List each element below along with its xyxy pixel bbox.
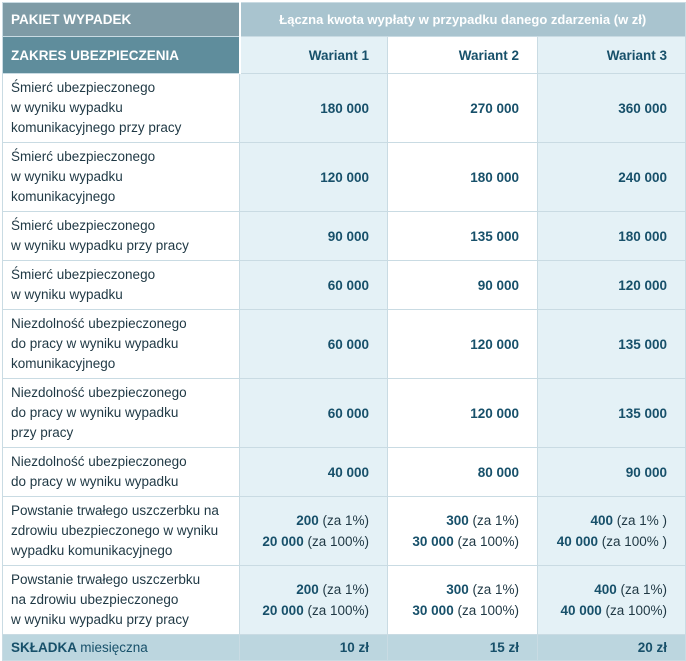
value-note: (za 1%) [472,582,519,597]
value-per-percent: 200 [296,513,319,528]
row-label-line: w wyniku wypadku przy pracy [11,612,189,627]
package-title: PAKIET WYPADEK [3,3,240,37]
variant-2-value: 90 000 [388,261,538,310]
insurance-table [2,2,686,661]
value-note: (za 1%) [620,582,668,597]
value-note: (za 100%) [457,603,519,618]
table-row [3,143,686,212]
variant-3-value: 135 000 [538,310,686,379]
value-note: (za 1%) [472,513,519,528]
variant-1-value: 60 000 [240,261,388,310]
row-label-line: w wyniku wypadku [11,100,123,115]
value-note: (za 1%) [322,582,369,597]
variant-1-value: 90 000 [240,212,388,261]
variant-3-header: Wariant 3 [538,37,686,74]
variant-3-value: 360 000 [538,74,686,143]
row-label [3,143,240,212]
row-label-line: na zdrowiu ubezpieczonego [11,592,179,607]
value-note: (za 100% ) [601,534,668,549]
variant-1-value [240,497,388,566]
row-label-line: do pracy w wyniku wypadku [11,474,179,489]
row-label-line: w wyniku wypadku [11,169,123,184]
variant-2-value: 180 000 [388,143,538,212]
value-full: 30 000 [412,534,454,549]
row-label-line: do pracy w wyniku wypadku [11,405,179,420]
row-label-line: przy pracy [11,425,74,440]
value-full: 40 000 [560,603,602,618]
value-full: 20 000 [262,603,304,618]
row-label-line: komunikacyjnego [11,189,116,204]
row-label-line: w wyniku wypadku przy pracy [11,238,189,253]
table-row [3,566,686,635]
value-note: (za 1%) [322,513,369,528]
variant-2-value: 270 000 [388,74,538,143]
row-label-line: zdrowiu ubezpieczonego w wyniku [11,523,219,538]
row-label [3,212,240,261]
variant-1-header: Wariant 1 [240,37,388,74]
premium-label [3,635,240,661]
table-row [3,74,686,143]
table-row [3,212,686,261]
row-label-line: Śmierć ubezpieczonego [11,80,156,95]
row-label-line: Powstanie trwałego uszczerbku na [11,503,219,518]
row-label [3,261,240,310]
row-label-line: Powstanie trwałego uszczerbku [11,572,201,587]
variant-1-value [240,566,388,635]
variant-1-value: 60 000 [240,310,388,379]
scope-header: ZAKRES UBEZPIECZENIA [3,37,240,74]
variant-3-value: 120 000 [538,261,686,310]
value-note: (za 1% ) [616,513,668,528]
row-label-line: Niezdolność ubezpieczonego [11,385,187,400]
row-label-line: komunikacyjnego [11,356,116,371]
variant-2-value: 120 000 [388,379,538,448]
row-label [3,448,240,497]
value-full: 20 000 [262,534,304,549]
variant-1-value: 120 000 [240,143,388,212]
row-label [3,74,240,143]
row-label-line: Śmierć ubezpieczonego [11,149,156,164]
row-label [3,310,240,379]
variant-1-value: 60 000 [240,379,388,448]
variant-3-value: 90 000 [538,448,686,497]
variant-2-header: Wariant 2 [388,37,538,74]
header-row-top [3,3,686,37]
variant-2-value: 120 000 [388,310,538,379]
variant-2-value [388,566,538,635]
table-row [3,379,686,448]
value-note: (za 100%) [307,534,369,549]
row-label [3,497,240,566]
row-label-line: Niezdolność ubezpieczonego [11,454,187,469]
variant-1-value: 180 000 [240,74,388,143]
row-label-line: Niezdolność ubezpieczonego [11,316,187,331]
premium-label-rest: miesięczna [80,640,148,655]
table-row [3,310,686,379]
value-per-percent: 400 [594,582,617,597]
variant-1-premium: 10 zł [240,635,388,661]
variant-3-premium: 20 zł [538,635,686,661]
value-full: 40 000 [556,534,598,549]
variant-2-value [388,497,538,566]
table-row [3,497,686,566]
variant-2-premium: 15 zł [388,635,538,661]
row-label-line: Śmierć ubezpieczonego [11,218,156,233]
row-label-line: wypadku komunikacyjnego [11,543,173,558]
row-label [3,566,240,635]
table-row [3,448,686,497]
row-label-line: w wyniku wypadku [11,287,123,302]
variant-3-value: 135 000 [538,379,686,448]
premium-label-bold: SKŁADKA [11,640,77,655]
value-note: (za 100%) [605,603,668,618]
table-row [3,261,686,310]
row-label-line: do pracy w wyniku wypadku [11,336,179,351]
value-per-percent: 300 [446,513,469,528]
row-label [3,379,240,448]
header-row-variants [3,37,686,74]
value-per-percent: 200 [296,582,319,597]
value-note: (za 100%) [307,603,369,618]
variant-3-value [538,566,686,635]
row-label-line: Śmierć ubezpieczonego [11,267,156,282]
variant-3-value: 240 000 [538,143,686,212]
variant-2-value: 80 000 [388,448,538,497]
value-note: (za 100%) [457,534,519,549]
premium-row [3,635,686,661]
payout-header: Łączna kwota wypłaty w przypadku danego zdarzenia (w zł) [240,3,686,37]
value-per-percent: 300 [446,582,469,597]
value-per-percent: 400 [590,513,613,528]
variant-3-value: 180 000 [538,212,686,261]
value-full: 30 000 [412,603,454,618]
row-label-line: komunikacyjnego przy pracy [11,120,182,135]
variant-2-value: 135 000 [388,212,538,261]
variant-1-value: 40 000 [240,448,388,497]
variant-3-value [538,497,686,566]
